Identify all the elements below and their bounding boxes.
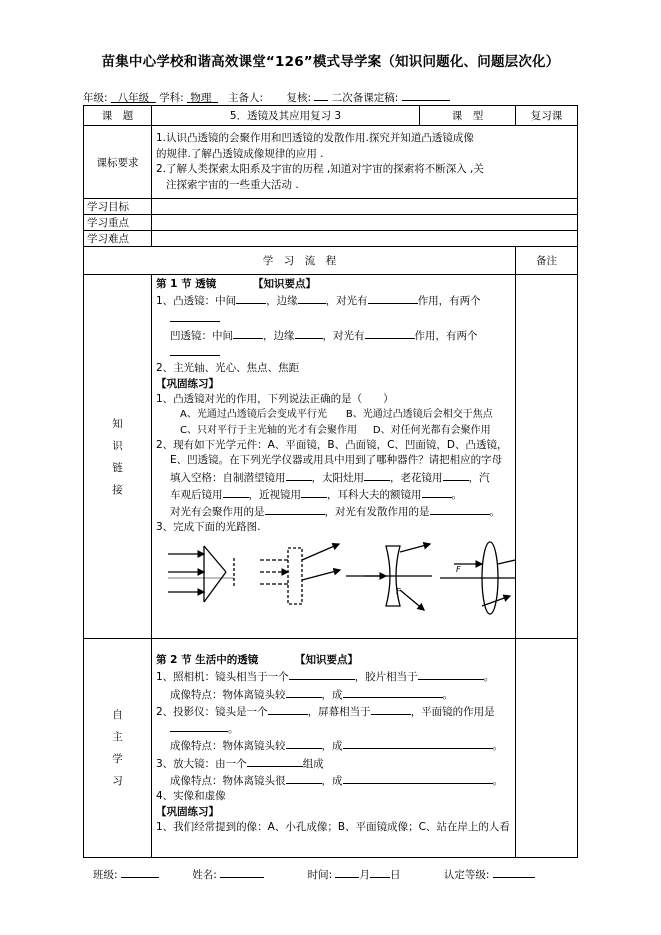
section1-label: 知 识 链 接 <box>84 275 152 639</box>
section2-content: 第 2 节 生活中的透镜 【知识要点】 1、照相机：镜头相当于一个 ，胶片相当于 。 成像特点：物体离镜头较 ，成 。 2、投影仪：镜头是一个 ，屏幕相当于 ，平面镜的作用是 。 成像特点：物体离镜头较 ，成 。 3、放大镜：由一个 组成 成像特点：物体离镜头很 ，成 。 4、实像和虚像 【巩固练习】 1、我们经常提到的像：A、小孔成像；B、平面镜成像；C、站在岸上的人看 <box>152 639 516 858</box>
grade-value: 八年级 <box>117 92 150 104</box>
level-blank[interactable] <box>493 866 535 878</box>
focus-label: 学习重点 <box>84 215 152 231</box>
process-header: 学 习 流 程 <box>84 247 516 275</box>
month-blank[interactable] <box>335 866 359 878</box>
review-blank[interactable] <box>314 89 328 101</box>
grade-label: 年级: <box>83 92 108 104</box>
diagram-4 <box>440 542 516 614</box>
s1-key-points: 【知识要点】 <box>253 278 316 290</box>
ray-diagrams-svg <box>164 540 516 620</box>
ray-diagrams <box>156 540 511 620</box>
standards-label: 课标要求 <box>84 126 152 199</box>
meta-line <box>83 89 450 105</box>
time-label: 时间: <box>307 869 333 881</box>
topic-value: 5．透镜及其应用复习 3 <box>152 106 420 126</box>
diagram-3 <box>346 544 432 610</box>
second-blank[interactable] <box>402 89 450 101</box>
s1-practice: 【巩固练习】 <box>156 377 219 390</box>
goal-label: 学习目标 <box>84 199 152 215</box>
lesson-table <box>83 105 578 858</box>
subject-value: 物理 <box>190 92 212 104</box>
goal-value[interactable] <box>152 199 578 215</box>
type-value: 复习课 <box>516 106 578 126</box>
second-label: 二次备课定稿: <box>331 92 399 104</box>
s2-practice: 【巩固练习】 <box>156 805 219 818</box>
diagram-2 <box>260 544 340 604</box>
section1-content: 第 1 节 透镜 【知识要点】 1、凸透镜：中间 ，边缘 ，对光有 作用，有两个 凹透镜：中间 ，边缘 ，对光有 作用，有两个 2、主光轴、光心、焦点、焦距 【巩固练习】 1、凸透镜对光的作用，下列说法正确的是（ ） A、光通过凸透镜后会变成平行光 B、光通过凸透镜后会相交于焦点 C、只对平行于主光轴的光才有会聚作用 D、对任何光都有会聚作用 2、现有如下光学元件：A、平面镜，B、凸面镜，C、凹面镜，D、凸透镜， E、凹透镜。在下列光学仪器或用具中用到了哪种器件？请把相应的字母 填入空格：自制潜望镜用 ，太阳灶用 ，老花镜用 ，汽 车观后镜用 ，近视镜用 ，耳科大夫的额镜用 。 对光有会聚作用的是 ，对光有发散作用的是 。 3、完成下面的光路图. F F <box>152 275 516 639</box>
footer: 班级: 姓名: 时间: 月 日 认定等级: <box>83 866 535 882</box>
s1-heading: 第 1 节 透镜 <box>156 278 217 290</box>
s2-key-points: 【知识要点】 <box>295 654 358 666</box>
svg-text:F: F <box>396 586 401 596</box>
subject-label: 学科: <box>159 92 184 104</box>
difficulty-value[interactable] <box>152 231 578 247</box>
difficulty-label: 学习难点 <box>84 231 152 247</box>
focus-value[interactable] <box>152 215 578 231</box>
page-title: 苗集中心学校和谐高效课堂“126”模式导学案（知识问题化、问题层次化） <box>101 54 560 70</box>
type-label: 课 型 <box>420 106 516 126</box>
day-blank[interactable] <box>370 866 390 878</box>
topic-label: 课 题 <box>84 106 152 126</box>
svg-text:F: F <box>456 564 461 574</box>
section2-label: 自 主 学 习 <box>84 639 152 858</box>
section1-notes[interactable] <box>516 275 578 639</box>
class-blank[interactable] <box>121 866 159 878</box>
name-blank[interactable] <box>220 866 264 878</box>
host-label: 主备人: <box>228 92 264 104</box>
section2-notes[interactable] <box>516 639 578 858</box>
diagram-1 <box>168 546 234 602</box>
standards-text: 1.认识凸透镜的会聚作用和凹透镜的发散作用.探究并知道凸透镜成像 的规律.了解凸透镜成像规律的应用 . 2.了解人类探索太阳系及宇宙的历程 ,知道对宇宙的探索将不断深入 ,关 注探索宇宙的一些重大活动 . <box>152 126 578 199</box>
s2-heading: 第 2 节 生活中的透镜 <box>156 654 259 666</box>
level-label: 认定等级: <box>443 869 490 881</box>
class-label: 班级: <box>93 869 118 881</box>
notes-header: 备注 <box>516 247 578 275</box>
review-label: 复核: <box>286 92 312 104</box>
name-label: 姓名: <box>192 869 217 881</box>
